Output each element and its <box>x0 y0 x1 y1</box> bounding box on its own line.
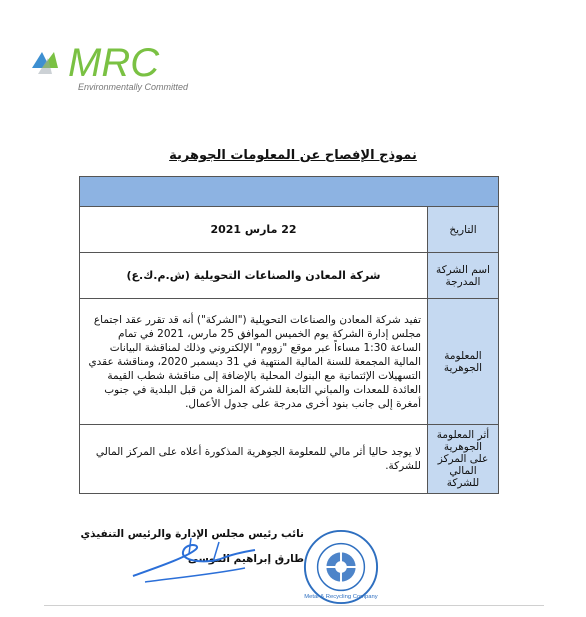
svg-text:MRC: MRC <box>68 41 160 85</box>
date-value: 22 مارس 2021 <box>80 207 428 253</box>
footer-divider <box>44 605 544 606</box>
table-row <box>80 299 499 425</box>
company-label: اسم الشركة المدرجة <box>428 253 499 299</box>
company-stamp <box>302 528 380 606</box>
date-label: التاريخ <box>428 207 499 253</box>
table-row <box>80 253 499 299</box>
signatory-name: طارق إبراهيم الموسى <box>187 553 304 565</box>
table-header-cell <box>80 177 499 207</box>
company-value: شركة المعادن والصناعات التحويلية (ش.م.ك.ع) <box>80 253 428 299</box>
document-title: نموذج الإفصاح عن المعلومات الجوهرية <box>169 148 417 163</box>
material-info-label: المعلومة الجوهرية <box>428 299 499 425</box>
table-row <box>80 425 499 494</box>
table-header-row <box>80 177 499 207</box>
stamp-text: Metal & Recycling Company <box>304 594 378 601</box>
table-row <box>80 207 499 253</box>
material-info-value: تفيد شركة المعادن والصناعات التحويلية ("الشركة") أنه قد تقرر عقد اجتماع مجلس إدارة الشركة يوم الخميس الموافق 25 مارس، 2021 في تمام الساعة 1:30 مساءاً عبر موقع "زووم" الإلكتروني وذلك لمناقشة البيانات المالية المجمعة للسنة المالية المنتهية في 31 ديسمبر 2020، ومناقشة عقدي التسهيلات الإئتمانية مع البنوك المحلية بالإضافة إلى مناقشة شطب القيمة العائدة للمعدات والمباني التابعة للشركة المزالة من قبل البلدية في جنوب أمغرة إلى جانب بنود أخرى مدرجة على جدول الأعمال. <box>80 299 428 425</box>
disclosure-table <box>79 176 499 494</box>
impact-label: أثر المعلومة الجوهرية على المركز المالي للشركة <box>428 425 499 494</box>
logo-tagline: Environmentally Committed <box>78 82 189 92</box>
handwritten-signature <box>125 528 265 588</box>
impact-value: لا يوجد حاليا أثر مالي للمعلومة الجوهرية المذكورة أعلاه على المركز المالي للشركة. <box>80 425 428 494</box>
signatory-title: نائب رئيس مجلس الإدارة والرئيس التنفيذي <box>80 528 304 540</box>
